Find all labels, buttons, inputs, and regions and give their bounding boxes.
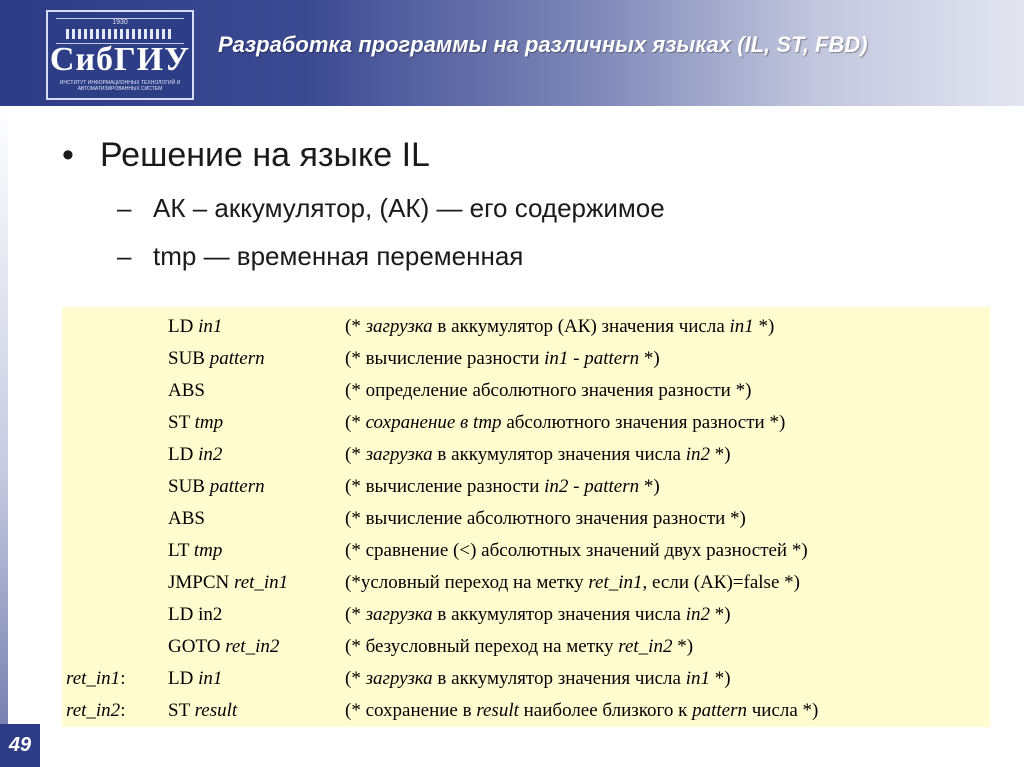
- comment-italic: in2: [685, 444, 710, 465]
- comment-text: (* вычисление разности: [345, 476, 545, 497]
- code-line: [62, 503, 990, 535]
- slide-header: [0, 0, 1024, 106]
- instruction-op: LD: [168, 444, 199, 465]
- instruction-arg: ret_in1: [234, 572, 289, 593]
- instruction-op: JMPCN: [168, 572, 234, 593]
- code-instruction: [168, 695, 237, 727]
- comment-text: (* вычисление разности: [345, 348, 545, 369]
- comment-italic: in2: [685, 604, 710, 625]
- comment-text: наиболее близкого к: [518, 700, 693, 721]
- code-comment: [345, 311, 774, 343]
- code-comment: [345, 535, 808, 567]
- code-instruction: [168, 631, 279, 663]
- instruction-op: ABS: [168, 508, 205, 529]
- instruction-arg: ret_in2: [225, 636, 280, 657]
- code-line: [62, 471, 990, 503]
- instruction-op: ST: [168, 700, 195, 721]
- code-comment: [345, 567, 800, 599]
- code-line: [62, 599, 990, 631]
- code-line: [62, 375, 990, 407]
- sibgiu-logo: [46, 10, 194, 100]
- code-line: [62, 343, 990, 375]
- code-instruction: [168, 535, 222, 567]
- code-instruction: [168, 375, 205, 407]
- comment-text: (* вычисление абсолютного значения разности *): [345, 508, 746, 529]
- instruction-op: GOTO: [168, 636, 226, 657]
- comment-italic: in1 - pattern: [544, 348, 640, 369]
- code-instruction: [168, 471, 265, 503]
- code-line: [62, 663, 990, 695]
- code-instruction: [168, 439, 222, 471]
- comment-italic: in1: [685, 668, 710, 689]
- comment-italic: загрузка: [365, 316, 433, 337]
- comment-text: (* определение абсолютного значения разности *): [345, 380, 752, 401]
- code-comment: [345, 663, 731, 695]
- code-line: [62, 439, 990, 471]
- instruction-op: LD: [168, 316, 199, 337]
- instruction-arg: in1: [198, 316, 223, 337]
- code-comment: [345, 631, 693, 663]
- sub-item: [117, 193, 665, 224]
- code-comment: [345, 471, 660, 503]
- code-comment: [345, 695, 818, 727]
- comment-text: *): [672, 636, 694, 657]
- slide-title: Разработка программы на различных языках (IL, ST, FBD): [218, 32, 868, 57]
- code-line: [62, 567, 990, 599]
- comment-text: *): [639, 476, 660, 497]
- comment-text: , если (АК)=false *): [642, 572, 800, 593]
- logo-year: 1930: [112, 19, 128, 26]
- comment-italic: загрузка: [365, 444, 433, 465]
- dash-icon: –: [117, 193, 132, 223]
- code-instruction: [168, 663, 222, 695]
- code-instruction: [168, 503, 205, 535]
- left-decor-bar: [0, 106, 8, 767]
- instruction-arg: tmp: [194, 412, 224, 433]
- instruction-op: SUB: [168, 348, 210, 369]
- comment-italic: ret_in2: [618, 636, 673, 657]
- instruction-arg: in2: [198, 444, 223, 465]
- comment-text: (* сравнение (<) абсолютных значений двух разностей *): [345, 540, 808, 561]
- comment-text: (* сохранение в: [345, 700, 477, 721]
- comment-text: *): [639, 348, 660, 369]
- comment-text: (*: [345, 668, 366, 689]
- logo-text: СибГИУ: [49, 41, 191, 78]
- comment-text: *): [753, 316, 775, 337]
- bullet-dot-icon: •: [62, 136, 74, 174]
- instruction-op: ABS: [168, 380, 205, 401]
- code-line: [62, 695, 990, 727]
- instruction-op: LD in2: [168, 604, 223, 625]
- comment-text: в аккумулятор значения числа: [432, 604, 686, 625]
- comment-text: в аккумулятор значения числа: [432, 444, 686, 465]
- comment-italic: загрузка: [365, 604, 433, 625]
- instruction-op: LD: [168, 668, 199, 689]
- sub-item: [117, 241, 523, 272]
- instruction-arg: pattern: [209, 348, 265, 369]
- code-instruction: [168, 407, 223, 439]
- logo-subtitle: ИНСТИТУТ ИНФОРМАЦИОННЫХ ТЕХНОЛОГИЙ И АВТОМАТИЗИРОВАННЫХ СИСТЕМ: [59, 80, 181, 92]
- instruction-arg: in1: [198, 668, 223, 689]
- instruction-arg: tmp: [193, 540, 223, 561]
- comment-italic: сохранение в tmp: [365, 412, 502, 433]
- comment-italic: pattern: [692, 700, 747, 721]
- comment-italic: загрузка: [365, 668, 433, 689]
- comment-text: (*: [345, 316, 366, 337]
- code-label: ret_in1:: [66, 668, 126, 689]
- instruction-op: LT: [168, 540, 194, 561]
- comment-text: *): [710, 604, 731, 625]
- code-label: ret_in2:: [66, 700, 126, 721]
- instruction-op: SUB: [168, 476, 210, 497]
- main-bullet: [62, 136, 430, 175]
- instruction-arg: result: [194, 700, 238, 721]
- comment-text: *): [710, 668, 731, 689]
- comment-italic: result: [476, 700, 519, 721]
- dash-icon: –: [117, 241, 132, 271]
- comment-italic: in2 - pattern: [544, 476, 640, 497]
- code-comment: [345, 375, 751, 407]
- code-line: [62, 311, 990, 343]
- instruction-arg: pattern: [209, 476, 265, 497]
- comment-text: числа *): [746, 700, 819, 721]
- comment-text: в аккумулятор (АК) значения числа: [432, 316, 730, 337]
- il-code-listing: [62, 307, 990, 727]
- comment-text: (*: [345, 412, 366, 433]
- main-bullet-text: Решение на языке IL: [100, 136, 430, 174]
- logo-columns-icon: [66, 29, 174, 39]
- code-comment: [345, 503, 746, 535]
- code-line: [62, 631, 990, 663]
- comment-text: *): [710, 444, 731, 465]
- instruction-op: ST: [168, 412, 195, 433]
- code-instruction: [168, 567, 288, 599]
- code-comment: [345, 343, 660, 375]
- comment-text: (*условный переход на метку: [345, 572, 589, 593]
- code-line: [62, 535, 990, 567]
- code-line: [62, 407, 990, 439]
- code-instruction: [168, 343, 265, 375]
- page-number: 49: [0, 724, 40, 767]
- comment-text: абсолютного значения разности *): [501, 412, 786, 433]
- code-instruction: [168, 599, 222, 631]
- code-comment: [345, 439, 731, 471]
- comment-text: в аккумулятор значения числа: [432, 668, 686, 689]
- code-instruction: [168, 311, 222, 343]
- comment-italic: in1: [729, 316, 754, 337]
- sub-item-text: tmp — временная переменная: [153, 241, 524, 271]
- code-comment: [345, 599, 731, 631]
- comment-text: (* безусловный переход на метку: [345, 636, 619, 657]
- comment-italic: ret_in1: [588, 572, 643, 593]
- code-comment: [345, 407, 785, 439]
- sub-item-text: АК – аккумулятор, (АК) — его содержимое: [153, 193, 665, 223]
- comment-text: (*: [345, 444, 366, 465]
- comment-text: (*: [345, 604, 366, 625]
